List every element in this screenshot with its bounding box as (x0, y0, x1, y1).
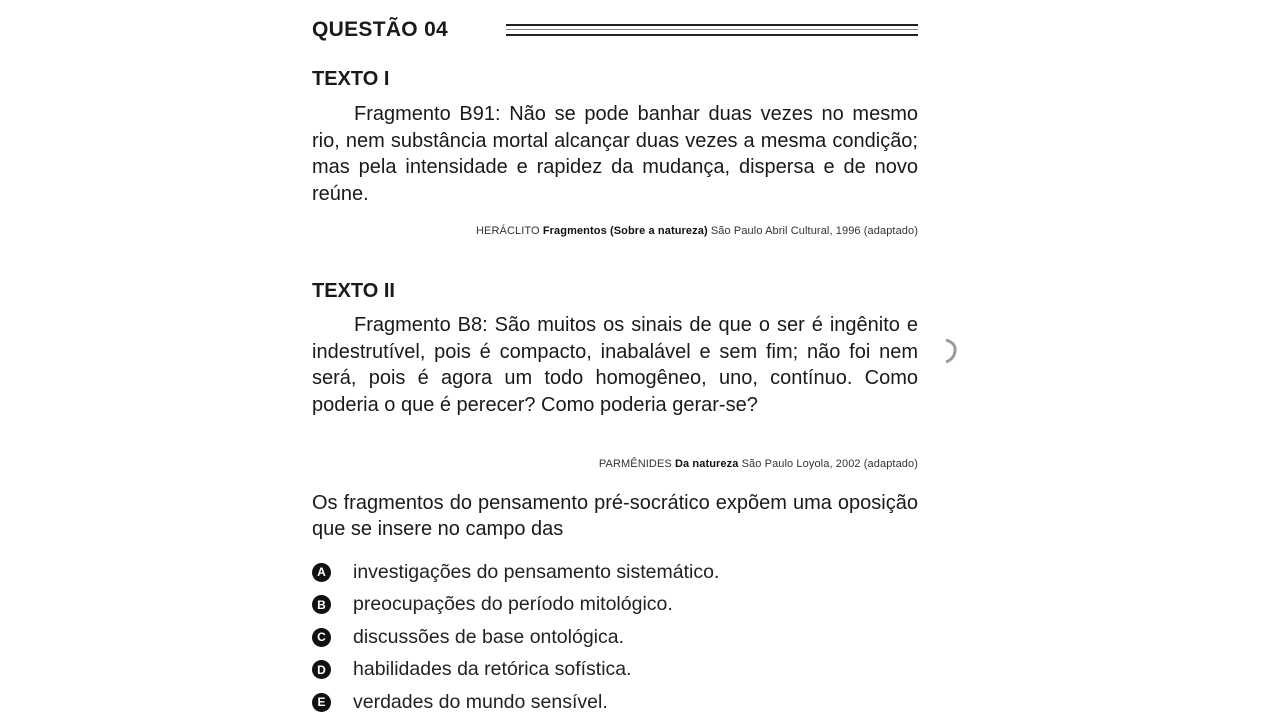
text-2-source (599, 458, 918, 470)
option-a-letter-icon: A (312, 563, 331, 582)
question-page (312, 0, 918, 720)
text-2-source-work: Da natureza (675, 458, 739, 470)
option-e-text: verdades do mundo sensível. (353, 690, 608, 713)
option-e[interactable] (312, 686, 918, 719)
option-d-text: habilidades da retórica sofística. (353, 658, 632, 681)
text-2-source-author: PARMÊNIDES (598, 458, 672, 470)
text-1-source-rest: São Paulo Abril Cultural, 1996 (adaptado) (710, 225, 918, 237)
text-1-heading: TEXTO I (312, 68, 390, 90)
option-b-letter-icon: B (312, 595, 331, 614)
option-b-text: preocupações do período mitológico. (353, 593, 673, 616)
answer-options (312, 556, 918, 719)
header-rule (506, 24, 918, 36)
question-header (312, 18, 918, 48)
text-1-source (476, 225, 918, 237)
option-c-text: discussões de base ontológica. (353, 625, 625, 648)
text-2-source-rest: São Paulo Loyola, 2002 (adaptado) (741, 458, 918, 470)
option-a-text: investigações do pensamento sistemático. (353, 560, 720, 583)
text-2-body: Fragmento B8: São muitos os sinais de que o ser é ingênito e indestrutível, pois é compacto, inabalável e sem fim; não foi nem será, pois é agora um todo homogêneo, uno, contínuo. Como poderia o que é perecer? Como poderia gerar-se? (312, 314, 918, 416)
option-d[interactable] (312, 654, 918, 687)
text-1-body: Fragmento B91: Não se pode banhar duas vezes no mesmo rio, nem substância mortal alcançar duas vezes a mesma condição; mas pela intensidade e rapidez da mudança, dispersa e de novo reúne. (312, 103, 918, 205)
option-c-letter-icon: C (312, 628, 331, 647)
question-title: QUESTÃO 04 (312, 18, 449, 41)
option-e-letter-icon: E (312, 693, 331, 712)
option-d-letter-icon: D (312, 660, 331, 679)
option-a[interactable] (312, 556, 918, 589)
question-stem: Os fragmentos do pensamento pré-socrático expõem uma oposição que se insere no campo das (312, 492, 918, 540)
text-2-heading: TEXTO II (312, 280, 395, 302)
text-1-source-author: HERÁCLITO (476, 225, 540, 237)
option-b[interactable] (312, 589, 918, 622)
page-bracket-mark-icon (944, 337, 958, 365)
text-1-source-work: Fragmentos (Sobre a natureza) (542, 225, 708, 237)
option-c[interactable] (312, 621, 918, 654)
